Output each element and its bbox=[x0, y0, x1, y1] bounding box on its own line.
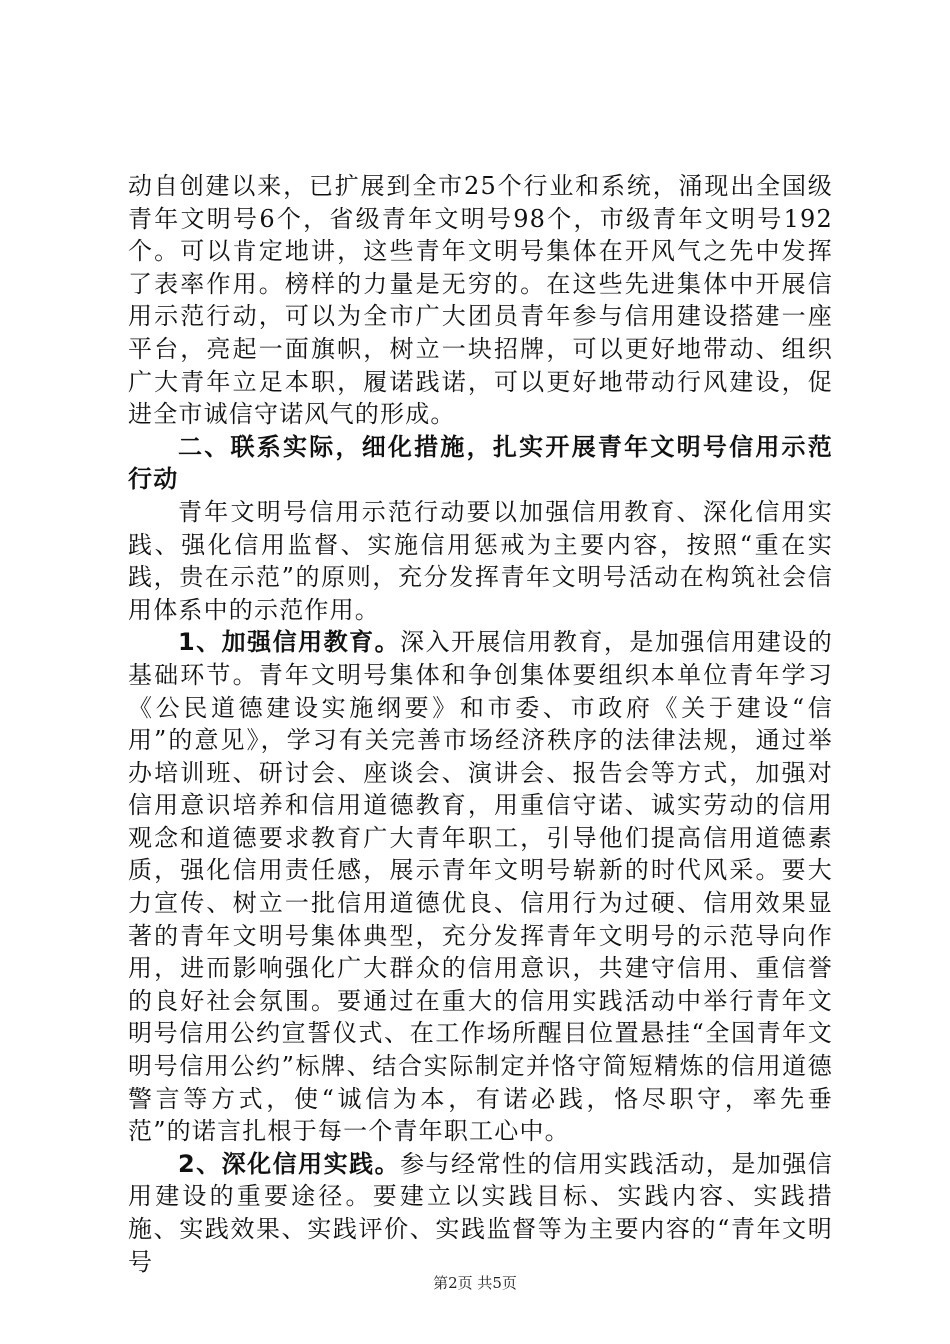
paragraph-1: 动自创建以来，已扩展到全市25个行业和系统，涌现出全国级青年文明号6个，省级青年文明号98个，市级青年文明号192个。可以肯定地讲，这些青年文明号集体在开风气之先中发挥了表率作用。榜样的力量是无穷的。在这些先进集体中开展信用示范行动，可以为全市广大团员青年参与信用建设搭建一座平台，亮起一面旗帜，树立一块招牌，可以更好地带动、组织广大青年立足本职，履诺践诺，可以更好地带动行风建设，促进全市诚信守诺风气的形成。 bbox=[128, 172, 833, 429]
paragraph-3-lead: 1、加强信用教育。 bbox=[178, 628, 401, 657]
document-body bbox=[128, 170, 833, 1278]
section-heading-2: 二、联系实际，细化措施，扎实开展青年文明号信用示范行动 bbox=[128, 432, 833, 494]
paragraph-3 bbox=[128, 626, 833, 1148]
paragraph-3-body: 深入开展信用教育，是加强信用建设的基础环节。青年文明号集体和争创集体要组织本单位青年学习《公民道德建设实施纲要》和市委、市政府《关于建设“信用”的意见》，学习有关完善市场经济秩序的法律法规，通过举办培训班、研讨会、座谈会、演讲会、报告会等方式，加强对信用意识培养和信用道德教育，用重信守诺、诚实劳动的信用观念和道德要求教育广大青年职工，引导他们提高信用道德素质，强化信用责任感，展示青年文明号崭新的时代风采。要大力宣传、树立一批信用道德优良、信用行为过硬、信用效果显著的青年文明号集体典型，充分发挥青年文明号的示范导向作用，进而影响强化广大群众的信用意识，共建守信用、重信誉的良好社会氛围。要通过在重大的信用实践活动中举行青年文明号信用公约宣誓仪式、在工作场所醒目位置悬挂“全国青年文明号信用公约”标牌、结合实际制定并恪守简短精炼的信用道德警言等方式，使“诚信为本，有诺必践，恪尽职守，率先垂范”的诺言扎根于每一个青年职工心中。 bbox=[128, 628, 834, 1146]
paragraph-4-lead: 2、深化信用实践。 bbox=[178, 1149, 401, 1178]
paragraph-2: 青年文明号信用示范行动要以加强信用教育、深化信用实践、强化信用监督、实施信用惩戒为主要内容，按照“重在实践，贵在示范”的原则，充分发挥青年文明号活动在构筑社会信用体系中的示范作用。 bbox=[128, 497, 833, 624]
paragraph-4 bbox=[128, 1148, 833, 1278]
paragraph-4-body: 参与经常性的信用实践活动，是加强信用建设的重要途径。要建立以实践目标、实践内容、实践措施、实践效果、实践评价、实践监督等为主要内容的“青年文明号 bbox=[128, 1149, 834, 1276]
page-number-footer: 第2页 共5页 bbox=[433, 1274, 517, 1292]
